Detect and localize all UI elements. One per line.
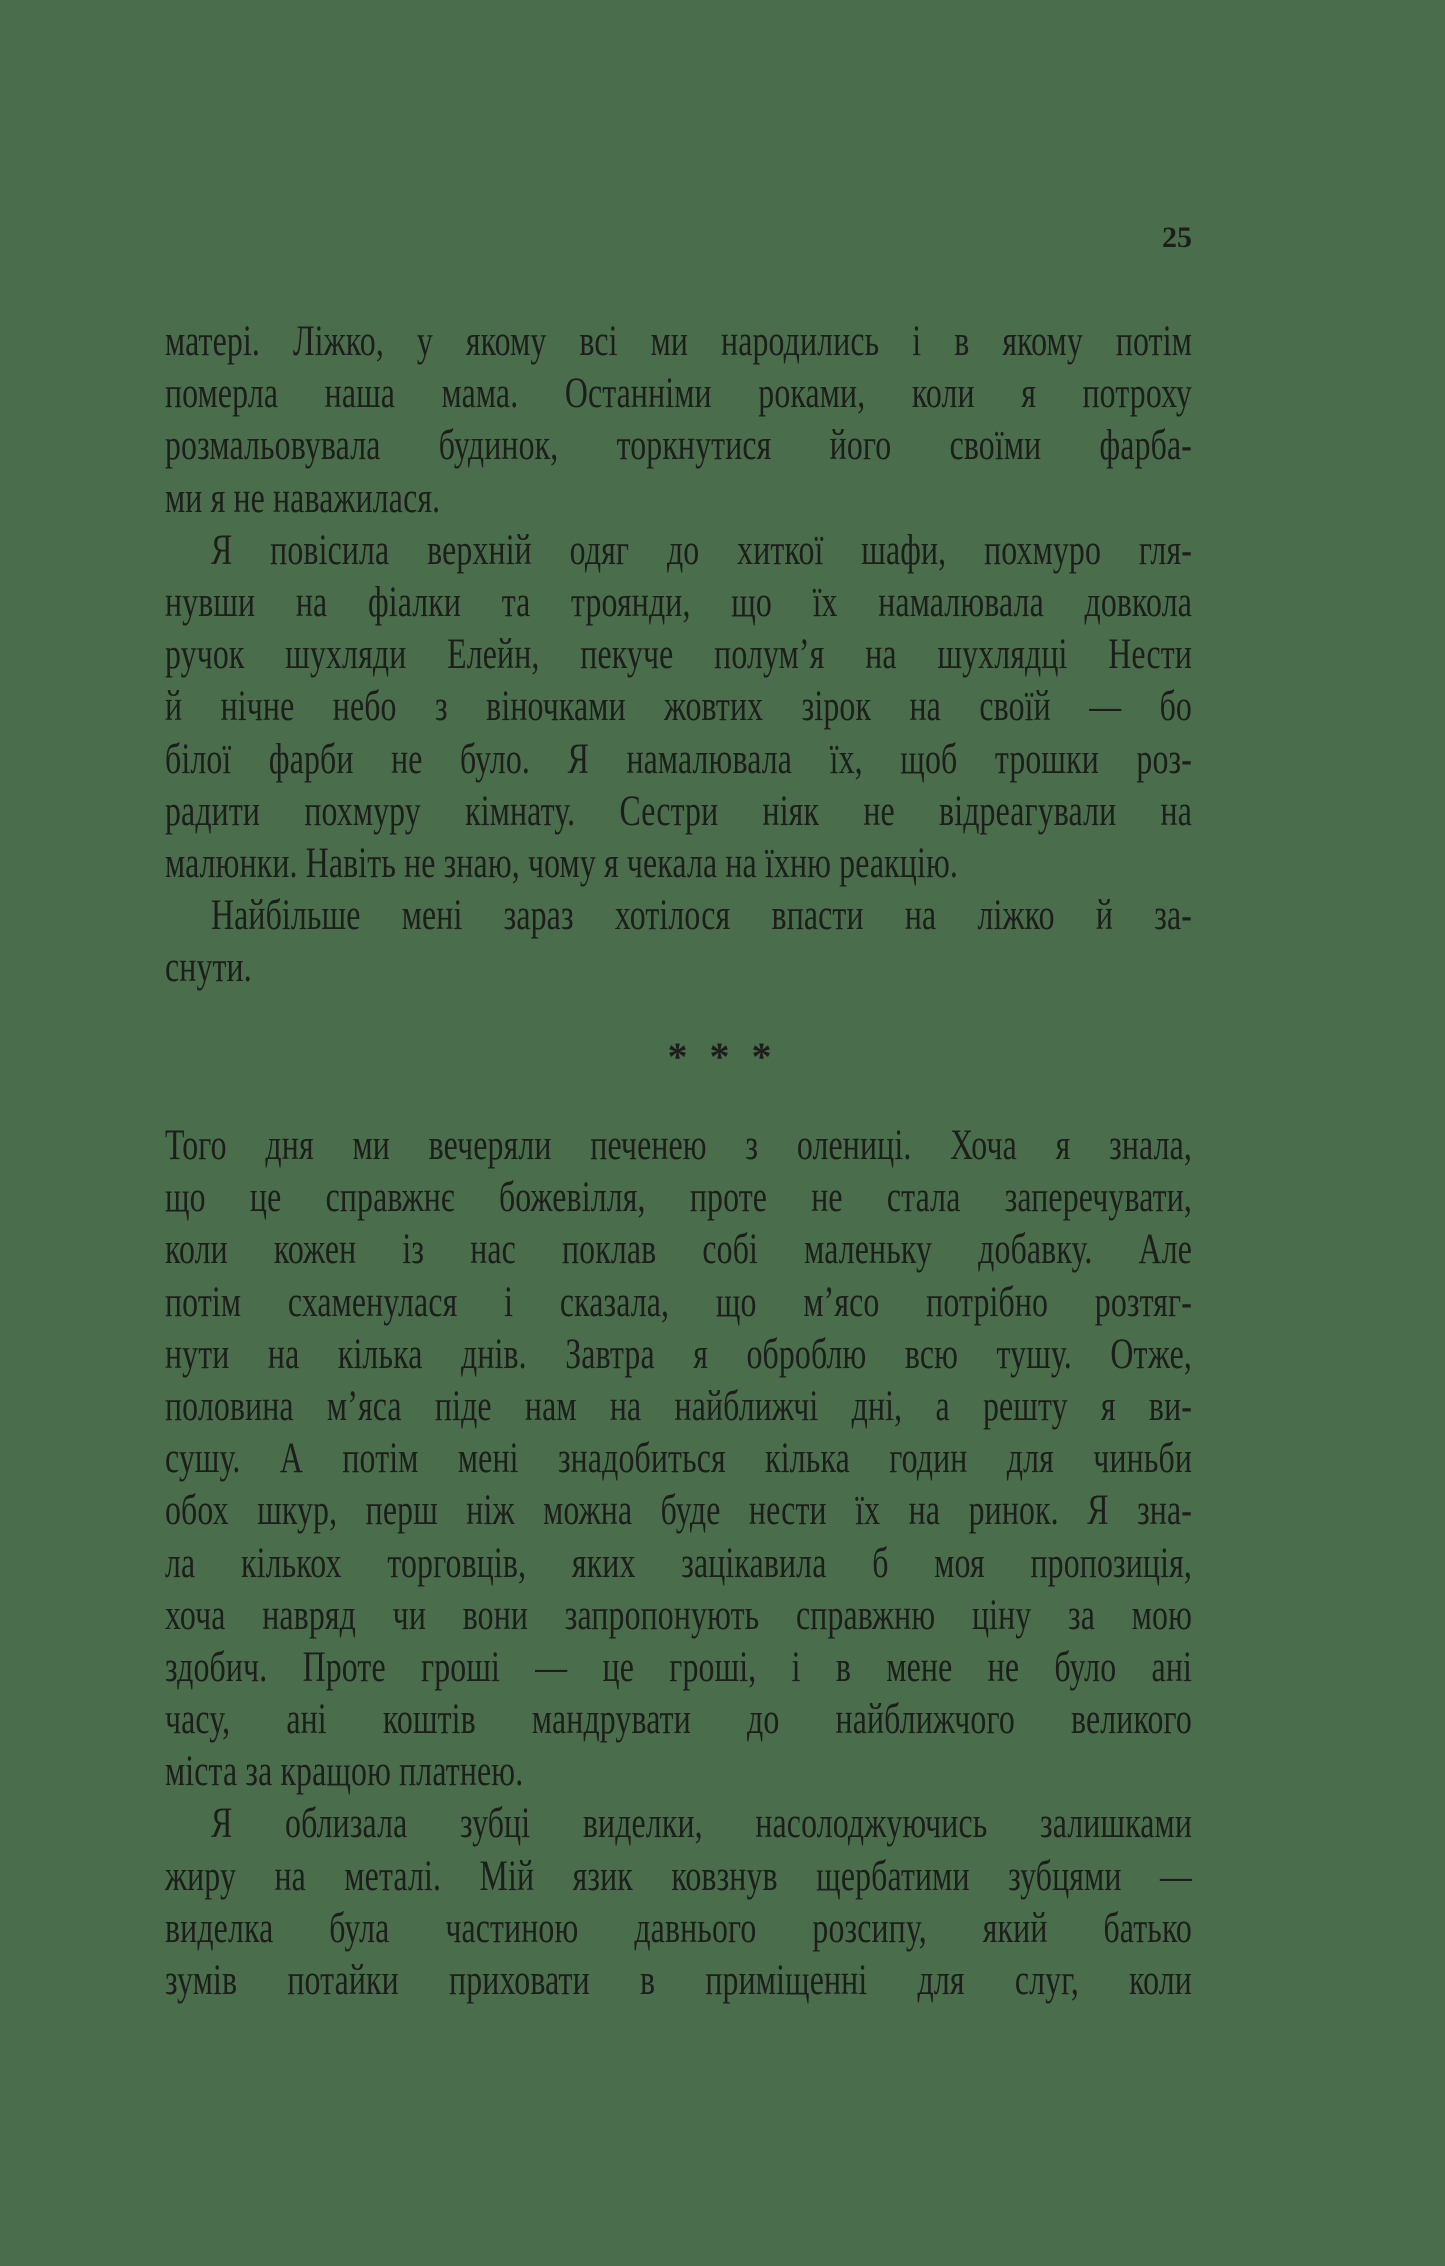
text-line-content: Я повісила верхній одяг до хиткої шафи, похмуро гля- [211, 526, 1192, 574]
text-line-content: розмальовувала будинок, торкнутися його своїми фарба- [165, 422, 1192, 470]
text-line-content: зумів потайки приховати в приміщенні для слуг, коли [165, 1957, 1192, 2004]
text-line [165, 734, 1192, 786]
text-line-content: часу, ані коштів мандрувати до найближчого великого [165, 1696, 1192, 1744]
text-line [165, 942, 1192, 994]
section-2 [165, 1120, 1192, 2007]
text-line [165, 1120, 1192, 1172]
text-line-content: матері. Ліжко, у якому всі ми народились і в якому потім [165, 318, 1192, 365]
paragraph [165, 316, 1192, 525]
paragraph [165, 890, 1192, 994]
text-line [165, 838, 1192, 890]
text-line-content: ручок шухляди Елейн, пекуче полум’я на шухлядці Нести [165, 631, 1192, 679]
text-line [165, 1329, 1192, 1381]
text-line-content: потім схаменулася і сказала, що м’ясо потрібно розтяг- [165, 1278, 1192, 1326]
text-line-content: виделка була частиною давнього розсипу, який батько [165, 1904, 1192, 1952]
text-line [165, 629, 1192, 681]
text-line [165, 420, 1192, 472]
text-line-content: ла кількох торговців, яких зацікавила б моя пропозиція, [165, 1539, 1192, 1587]
text-line [165, 1485, 1192, 1537]
text-line [165, 1538, 1192, 1590]
text-line [165, 786, 1192, 838]
text-line [165, 1642, 1192, 1694]
text-line [165, 1381, 1192, 1433]
text-line [165, 1172, 1192, 1224]
text-line-content: білої фарби не було. Я намалювала їх, щоб трошки роз- [165, 735, 1192, 783]
text-line-content: міста за кращою платнею. [165, 1748, 524, 1796]
text-line-content: жиру на металі. Мій язик ковзнув щербатими зубцями — [165, 1852, 1192, 1900]
text-line-content: обох шкур, перш ніж можна буде нести їх на ринок. Я зна- [165, 1487, 1192, 1535]
asterism: * * * [667, 1034, 778, 1079]
text-line [165, 473, 1192, 525]
text-line [165, 681, 1192, 733]
paragraph [165, 1120, 1192, 1798]
text-line [165, 525, 1192, 577]
text-line-content: й нічне небо з віночками жовтих зірок на своїй — бо [165, 683, 1192, 731]
text-line-content: померла наша мама. Останніми роками, коли я потроху [165, 370, 1192, 418]
page-number: 25 [1162, 221, 1192, 254]
text-line-content: ми я не наважилася. [165, 474, 441, 522]
section-separator [0, 1032, 1445, 1082]
paragraph [165, 525, 1192, 890]
text-line-content: що це справжнє божевілля, проте не стала заперечувати, [165, 1174, 1192, 1222]
text-line [165, 1851, 1192, 1903]
paragraph [165, 1798, 1192, 2007]
text-line [165, 1955, 1192, 2007]
text-line [165, 1224, 1192, 1276]
text-line [165, 368, 1192, 420]
text-line-content: снути. [165, 944, 252, 992]
text-line-content: половина м’яса піде нам на найближчі дні, а решту я ви- [165, 1382, 1192, 1430]
text-line [165, 1277, 1192, 1329]
section-1 [165, 316, 1192, 994]
text-line [165, 316, 1192, 368]
text-line [165, 890, 1192, 942]
text-line-content: малюнки. Навіть не знаю, чому я чекала на їхню реакцію. [165, 839, 958, 887]
text-line-content: сушу. А потім мені знадобиться кілька годин для чиньби [165, 1435, 1192, 1483]
text-line-content: хоча навряд чи вони запропонують справжню ціну за мою [165, 1591, 1192, 1639]
text-line [165, 1798, 1192, 1850]
text-line-content: нувши на фіалки та троянди, що їх намалювала довкола [165, 578, 1192, 626]
text-line-content: нути на кілька днів. Завтра я оброблю всю тушу. Отже, [165, 1330, 1192, 1378]
text-line [165, 1903, 1192, 1955]
text-line [165, 1694, 1192, 1746]
text-line [165, 1590, 1192, 1642]
text-line-content: коли кожен із нас поклав собі маленьку добавку. Але [165, 1226, 1192, 1274]
text-line-content: радити похмуру кімнату. Сестри ніяк не відреагували на [165, 787, 1192, 835]
text-line-content: Найбільше мені зараз хотілося впасти на ліжко й за- [211, 892, 1192, 940]
text-line-content: здобич. Проте гроші — це гроші, і в мене не було ані [165, 1643, 1192, 1691]
text-line-content: Того дня ми вечеряли печенею з олениці. Хоча я знала, [165, 1122, 1192, 1169]
text-line [165, 1746, 1192, 1798]
text-line [165, 1433, 1192, 1485]
text-line-content: Я облизала зубці виделки, насолоджуючись залишками [211, 1800, 1192, 1848]
text-line [165, 577, 1192, 629]
